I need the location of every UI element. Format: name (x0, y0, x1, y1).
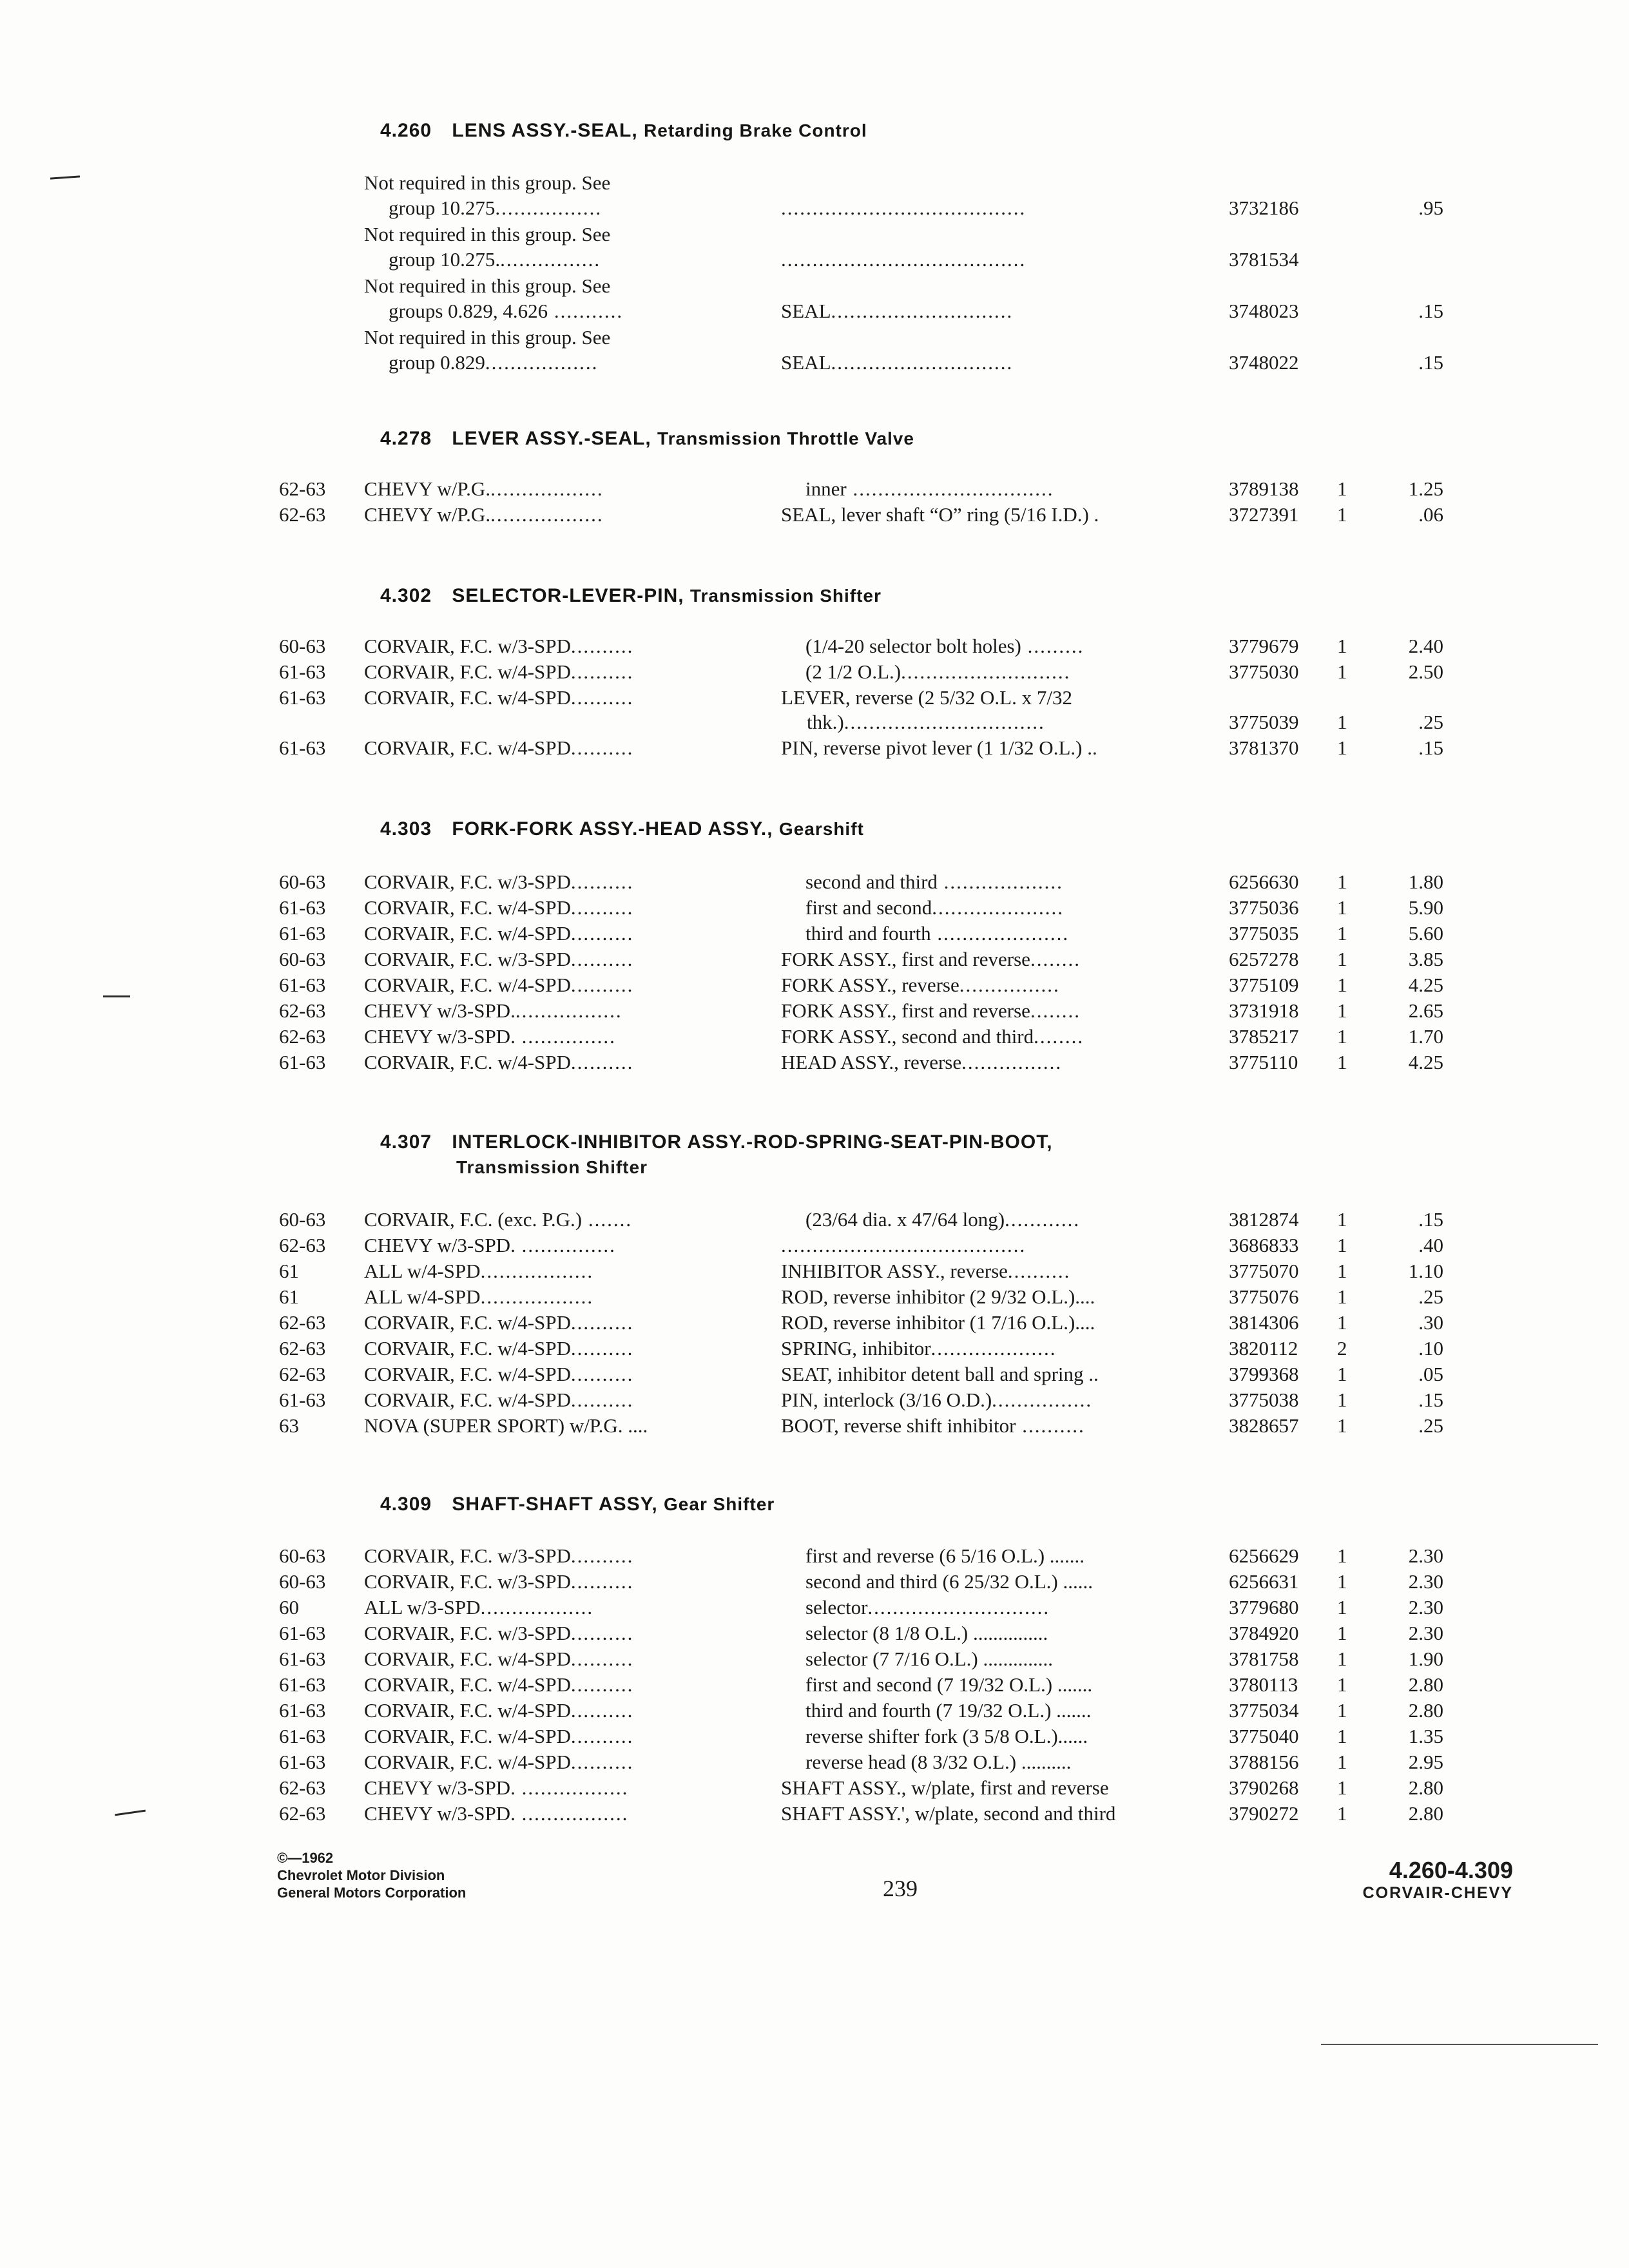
part-number-cell: 3775034 (1229, 1699, 1299, 1722)
description-cell: inner ................................ (805, 477, 1054, 500)
price-cell: .15 (1418, 300, 1443, 322)
price-cell: .05 (1418, 1363, 1443, 1385)
section-heading (380, 585, 882, 607)
year-cell: 61-63 (279, 660, 326, 683)
year-cell: 61-63 (279, 1699, 326, 1722)
parts-table (0, 1207, 1629, 1439)
table-row (0, 1362, 1629, 1388)
price-cell: .15 (1418, 736, 1443, 759)
group-title: SHAFT-SHAFT ASSY, (452, 1494, 658, 1515)
description-cell: (1/4-20 selector bolt holes) ......... (805, 635, 1084, 657)
price-cell: 3.85 (1408, 948, 1443, 970)
description-cell: FORK ASSY., first and reverse........ (781, 948, 1081, 970)
description-cell: SEAT, inhibitor detent ball and spring .. (781, 1363, 1099, 1385)
model-cell: CHEVY w/P.G................... (364, 477, 604, 500)
model-cell: CORVAIR, F.C. w/4-SPD.......... (364, 736, 634, 759)
quantity-cell: 1 (1337, 660, 1347, 683)
table-row (0, 686, 1629, 736)
parts-table (0, 477, 1629, 528)
model-cell: CHEVY w/P.G................... (364, 503, 604, 526)
part-number-cell: 3789138 (1229, 477, 1299, 500)
description-cell: FORK ASSY., second and third........ (781, 1025, 1084, 1048)
price-cell: .15 (1418, 1208, 1443, 1231)
part-number-cell: 3775070 (1229, 1260, 1299, 1282)
part-number-cell: 3820112 (1229, 1337, 1298, 1360)
price-cell: 2.95 (1408, 1751, 1443, 1773)
model-cell: CORVAIR, F.C. w/4-SPD.......... (364, 1389, 634, 1411)
year-cell: 60-63 (279, 870, 326, 893)
vehicle-make: CORVAIR-CHEVY (1362, 1884, 1513, 1902)
quantity-cell: 1 (1337, 999, 1347, 1022)
price-cell: 2.30 (1408, 1544, 1443, 1567)
model-cell: CORVAIR, F.C. w/3-SPD.......... (364, 1544, 634, 1567)
model-cell: CORVAIR, F.C. w/4-SPD.......... (364, 1699, 634, 1722)
part-number-cell: 3790268 (1229, 1776, 1299, 1799)
table-row (0, 1336, 1629, 1362)
quantity-cell: 1 (1337, 1051, 1347, 1073)
description-cell: FORK ASSY., first and reverse........ (781, 999, 1081, 1022)
price-cell: 4.25 (1408, 1051, 1443, 1073)
model-cell: CORVAIR, F.C. w/4-SPD.......... (364, 974, 634, 996)
table-row (0, 1311, 1629, 1336)
part-number-cell: 3775030 (1229, 660, 1299, 683)
table-row (0, 947, 1629, 973)
table-row (0, 1595, 1629, 1621)
price-cell: 2.80 (1408, 1699, 1443, 1722)
model-cell: NOVA (SUPER SPORT) w/P.G. .... (364, 1414, 648, 1437)
description-cell: first and second (7 19/32 O.L.) ....... (805, 1673, 1093, 1696)
quantity-cell: 1 (1337, 1260, 1347, 1282)
group-number: 4.302 (380, 585, 432, 606)
part-number-cell: 3812874 (1229, 1208, 1299, 1231)
price-cell: .25 (1418, 711, 1443, 733)
price-cell: .15 (1418, 1389, 1443, 1411)
parts-table (0, 170, 1629, 376)
table-row (0, 999, 1629, 1024)
year-cell: 62-63 (279, 1311, 326, 1334)
corporation: General Motors Corporation (277, 1885, 467, 1901)
year-cell: 61-63 (279, 974, 326, 996)
divider (1321, 2044, 1598, 2045)
model-cell: Not required in this group. See group 10.275................. (364, 223, 611, 271)
price-cell: .25 (1418, 1285, 1443, 1308)
section-heading (380, 428, 914, 450)
price-cell: 1.70 (1408, 1025, 1443, 1048)
table-row (0, 503, 1629, 528)
model-cell: CORVAIR, F.C. w/4-SPD.......... (364, 1363, 634, 1385)
group-subtitle: Transmission Shifter (456, 1157, 648, 1177)
description-cell: (23/64 dia. x 47/64 long)............ (805, 1208, 1081, 1231)
table-row (0, 1388, 1629, 1414)
model-cell: CORVAIR, F.C. (exc. P.G.) ....... (364, 1208, 633, 1231)
description-cell: FORK ASSY., reverse................ (781, 974, 1060, 996)
quantity-cell: 1 (1337, 1622, 1347, 1644)
model-cell: CORVAIR, F.C. w/3-SPD.......... (364, 1570, 634, 1593)
quantity-cell: 1 (1337, 1025, 1347, 1048)
model-cell: CORVAIR, F.C. w/4-SPD.......... (364, 660, 634, 683)
description-cell: PIN, interlock (3/16 O.D.)................ (781, 1389, 1093, 1411)
model-cell: CORVAIR, F.C. w/3-SPD.......... (364, 1622, 634, 1644)
description-cell: second and third (6 25/32 O.L.) ...... (805, 1570, 1093, 1593)
model-cell: CORVAIR, F.C. w/4-SPD.......... (364, 1673, 634, 1696)
section-heading (380, 818, 864, 840)
part-number-cell: 3781370 (1229, 736, 1299, 759)
table-row (0, 1544, 1629, 1570)
year-cell: 61-63 (279, 1051, 326, 1073)
description-cell: SPRING, inhibitor.................... (781, 1337, 1057, 1360)
section-heading (380, 1494, 775, 1515)
model-cell: CORVAIR, F.C. w/4-SPD.......... (364, 1725, 634, 1747)
table-row (0, 1050, 1629, 1076)
description-cell: reverse head (8 3/32 O.L.) .......... (805, 1751, 1072, 1773)
year-cell: 62-63 (279, 1337, 326, 1360)
page-number: 239 (883, 1876, 918, 1901)
table-row (0, 1776, 1629, 1802)
description-cell: ....................................... (781, 248, 1027, 271)
section-heading (380, 120, 867, 142)
year-cell: 61-63 (279, 686, 326, 709)
description-cell: PIN, reverse pivot lever (1 1/32 O.L.) .. (781, 736, 1097, 759)
part-number-cell: 3732186 (1229, 197, 1299, 219)
model-cell: CORVAIR, F.C. w/4-SPD.......... (364, 896, 634, 919)
group-number: 4.307 (380, 1131, 432, 1153)
model-cell: Not required in this group. See group 10.275................. (364, 171, 611, 219)
table-row (0, 1233, 1629, 1259)
table-row (0, 1414, 1629, 1439)
part-number-cell: 3779679 (1229, 635, 1299, 657)
quantity-cell: 1 (1337, 1544, 1347, 1567)
part-number-cell: 3775038 (1229, 1389, 1299, 1411)
description-cell: ....................................... (781, 1234, 1027, 1256)
description-cell: (2 1/2 O.L.)........................... (805, 660, 1071, 683)
model-cell: Not required in this group. See group 0.829.................. (364, 326, 611, 374)
model-cell: CHEVY w/3-SPD. ................. (364, 1802, 629, 1825)
year-cell: 63 (279, 1414, 299, 1437)
table-row (0, 973, 1629, 999)
part-number-cell: 3775036 (1229, 896, 1299, 919)
part-number-cell: 3748022 (1229, 351, 1299, 374)
year-cell: 61-63 (279, 922, 326, 945)
price-cell: 4.25 (1408, 974, 1443, 996)
year-cell: 60-63 (279, 1570, 326, 1593)
table-row (0, 870, 1629, 896)
model-cell: CHEVY w/3-SPD.................. (364, 999, 622, 1022)
quantity-cell: 1 (1337, 1725, 1347, 1747)
description-cell: INHIBITOR ASSY., reverse.......... (781, 1260, 1071, 1282)
part-number-cell: 3781758 (1229, 1648, 1299, 1670)
quantity-cell: 1 (1337, 1802, 1347, 1825)
description-cell: SEAL............................. (781, 351, 1014, 374)
price-cell: 2.40 (1408, 635, 1443, 657)
description-cell: first and reverse (6 5/16 O.L.) ....... (805, 1544, 1085, 1567)
group-number: 4.303 (380, 818, 432, 840)
part-number-cell: 3780113 (1229, 1673, 1298, 1696)
table-row (0, 1750, 1629, 1776)
part-number-cell: 6256630 (1229, 870, 1299, 893)
price-cell: .10 (1418, 1337, 1443, 1360)
table-row (0, 273, 1629, 325)
part-number-cell: 3775110 (1229, 1051, 1298, 1073)
price-cell: .40 (1418, 1234, 1443, 1256)
quantity-cell: 1 (1337, 711, 1347, 733)
part-number-cell: 3731918 (1229, 999, 1299, 1022)
price-cell: 2.30 (1408, 1596, 1443, 1619)
quantity-cell: 1 (1337, 477, 1347, 500)
price-cell: 2.65 (1408, 999, 1443, 1022)
table-row (0, 1285, 1629, 1311)
table-row (0, 921, 1629, 947)
model-cell: CORVAIR, F.C. w/4-SPD.......... (364, 1648, 634, 1670)
description-cell: first and second..................... (805, 896, 1065, 919)
part-number-cell: 3727391 (1229, 503, 1299, 526)
table-row (0, 170, 1629, 222)
table-row (0, 1570, 1629, 1595)
table-row (0, 1724, 1629, 1750)
year-cell: 61 (279, 1260, 299, 1282)
group-number: 4.278 (380, 428, 432, 449)
group-subtitle: Gearshift (778, 819, 864, 839)
part-number-cell: 3775040 (1229, 1725, 1299, 1747)
description-cell: SHAFT ASSY., w/plate, first and reverse (781, 1776, 1109, 1799)
price-cell: 2.80 (1408, 1673, 1443, 1696)
parts-table (0, 1544, 1629, 1827)
description-cell: LEVER, reverse (2 5/32 O.L. x 7/32 thk.)................................ (781, 686, 1072, 733)
group-number: 4.260 (380, 120, 432, 141)
quantity-cell: 1 (1337, 635, 1347, 657)
year-cell: 60-63 (279, 948, 326, 970)
group-title: INTERLOCK-INHIBITOR ASSY.-ROD-SPRING-SEAT-PIN-BOOT, (452, 1131, 1053, 1153)
table-row (0, 325, 1629, 376)
quantity-cell: 1 (1337, 1699, 1347, 1722)
model-cell: CHEVY w/3-SPD. ............... (364, 1025, 616, 1048)
group-title: SELECTOR-LEVER-PIN, (452, 585, 684, 606)
parts-table (0, 870, 1629, 1076)
description-cell: SEAL, lever shaft “O” ring (5/16 I.D.) . (781, 503, 1099, 526)
description-cell: selector (7 7/16 O.L.) .............. (805, 1648, 1053, 1670)
quantity-cell: 1 (1337, 1389, 1347, 1411)
group-range-block (1363, 1857, 1513, 1903)
copyright: ©—1962 (277, 1850, 334, 1866)
model-cell: CHEVY w/3-SPD. ............... (364, 1234, 616, 1256)
price-cell: 2.80 (1408, 1802, 1443, 1825)
year-cell: 60-63 (279, 1208, 326, 1231)
quantity-cell: 1 (1337, 948, 1347, 970)
group-range: 4.260-4.309 (1389, 1857, 1513, 1883)
year-cell: 61-63 (279, 1648, 326, 1670)
model-cell: ALL w/4-SPD.................. (364, 1285, 594, 1308)
quantity-cell: 1 (1337, 1570, 1347, 1593)
part-number-cell: 3748023 (1229, 300, 1299, 322)
price-cell: .25 (1418, 1414, 1443, 1437)
year-cell: 61-63 (279, 1622, 326, 1644)
quantity-cell: 1 (1337, 1673, 1347, 1696)
part-number-cell: 3799368 (1229, 1363, 1299, 1385)
table-row (0, 1621, 1629, 1647)
description-cell: SHAFT ASSY.', w/plate, second and third (781, 1802, 1116, 1825)
group-title: LEVER ASSY.-SEAL, (452, 428, 651, 449)
model-cell: CORVAIR, F.C. w/4-SPD.......... (364, 686, 634, 709)
price-cell: 1.25 (1408, 477, 1443, 500)
model-cell: CORVAIR, F.C. w/4-SPD.......... (364, 1051, 634, 1073)
price-cell: 5.60 (1408, 922, 1443, 945)
model-cell: CORVAIR, F.C. w/3-SPD.......... (364, 948, 634, 970)
table-row (0, 1802, 1629, 1827)
description-cell: HEAD ASSY., reverse................ (781, 1051, 1063, 1073)
publisher-block (277, 1849, 466, 1901)
part-number-cell: 3790272 (1229, 1802, 1299, 1825)
year-cell: 62-63 (279, 1234, 326, 1256)
model-cell: ALL w/4-SPD.................. (364, 1260, 594, 1282)
table-row (0, 896, 1629, 921)
model-cell: CORVAIR, F.C. w/3-SPD.......... (364, 870, 634, 893)
description-cell: third and fourth ..................... (805, 922, 1070, 945)
price-cell: .30 (1418, 1311, 1443, 1334)
part-number-cell: 3784920 (1229, 1622, 1299, 1644)
description-cell: BOOT, reverse shift inhibitor .......... (781, 1414, 1085, 1437)
model-cell: CORVAIR, F.C. w/4-SPD.......... (364, 922, 634, 945)
division: Chevrolet Motor Division (277, 1867, 445, 1883)
table-row (0, 1647, 1629, 1673)
table-row (0, 1259, 1629, 1285)
part-number-cell: 3785217 (1229, 1025, 1299, 1048)
quantity-cell: 1 (1337, 1285, 1347, 1308)
table-row (0, 1024, 1629, 1050)
quantity-cell: 1 (1337, 974, 1347, 996)
description-cell: third and fourth (7 19/32 O.L.) ....... (805, 1699, 1092, 1722)
description-cell: reverse shifter fork (3 5/8 O.L.)...... (805, 1725, 1088, 1747)
price-cell: 5.90 (1408, 896, 1443, 919)
description-cell: selector............................. (805, 1596, 1050, 1619)
year-cell: 62-63 (279, 1025, 326, 1048)
description-cell: selector (8 1/8 O.L.) ............... (805, 1622, 1048, 1644)
quantity-cell: 1 (1337, 1311, 1347, 1334)
table-row (0, 1698, 1629, 1724)
model-cell: CHEVY w/3-SPD. ................. (364, 1776, 629, 1799)
table-row (0, 736, 1629, 762)
year-cell: 61-63 (279, 736, 326, 759)
part-number-cell: 3781534 (1229, 248, 1299, 271)
quantity-cell: 1 (1337, 1776, 1347, 1799)
table-row (0, 222, 1629, 273)
part-number-cell: 3814306 (1229, 1311, 1299, 1334)
year-cell: 62-63 (279, 477, 326, 500)
description-cell: ROD, reverse inhibitor (2 9/32 O.L.).... (781, 1285, 1095, 1308)
table-row (0, 660, 1629, 686)
quantity-cell: 1 (1337, 1234, 1347, 1256)
part-number-cell: 3828657 (1229, 1414, 1299, 1437)
part-number-cell: 6256631 (1229, 1570, 1299, 1593)
description-cell: ROD, reverse inhibitor (1 7/16 O.L.).... (781, 1311, 1095, 1334)
part-number-cell: 3775109 (1229, 974, 1299, 996)
price-cell: .15 (1418, 351, 1443, 374)
price-cell: 2.30 (1408, 1622, 1443, 1644)
part-number-cell: 3775035 (1229, 922, 1299, 945)
group-subtitle: Gear Shifter (664, 1494, 775, 1514)
quantity-cell: 1 (1337, 736, 1347, 759)
part-number-cell: 3788156 (1229, 1751, 1299, 1773)
group-title: LENS ASSY.-SEAL, (452, 120, 638, 141)
model-cell: CORVAIR, F.C. w/4-SPD.......... (364, 1311, 634, 1334)
price-cell: .06 (1418, 503, 1443, 526)
table-row (0, 634, 1629, 660)
description-cell: SEAL............................. (781, 300, 1014, 322)
table-row (0, 1207, 1629, 1233)
price-cell: .95 (1418, 197, 1443, 219)
group-subtitle: Retarding Brake Control (644, 120, 867, 140)
year-cell: 62-63 (279, 999, 326, 1022)
price-cell: 1.35 (1408, 1725, 1443, 1747)
year-cell: 60-63 (279, 1544, 326, 1567)
price-cell: 1.80 (1408, 870, 1443, 893)
model-cell: Not required in this group. See groups 0.829, 4.626 ........... (364, 274, 624, 322)
price-cell: 2.50 (1408, 660, 1443, 683)
quantity-cell: 1 (1337, 1596, 1347, 1619)
description-cell: second and third ................... (805, 870, 1063, 893)
group-number: 4.309 (380, 1494, 432, 1515)
part-number-cell: 6256629 (1229, 1544, 1299, 1567)
year-cell: 62-63 (279, 1363, 326, 1385)
section-heading (380, 1131, 1053, 1153)
part-number-cell: 6257278 (1229, 948, 1299, 970)
description-cell: ....................................... (781, 197, 1027, 219)
quantity-cell: 1 (1337, 1751, 1347, 1773)
year-cell: 62-63 (279, 503, 326, 526)
price-cell: 2.30 (1408, 1570, 1443, 1593)
year-cell: 61-63 (279, 1751, 326, 1773)
year-cell: 60-63 (279, 635, 326, 657)
year-cell: 62-63 (279, 1802, 326, 1825)
part-number-cell: 3686833 (1229, 1234, 1299, 1256)
quantity-cell: 1 (1337, 503, 1347, 526)
price-cell: 2.80 (1408, 1776, 1443, 1799)
year-cell: 61-63 (279, 1673, 326, 1696)
model-cell: ALL w/3-SPD.................. (364, 1596, 594, 1619)
year-cell: 61-63 (279, 1725, 326, 1747)
quantity-cell: 1 (1337, 1363, 1347, 1385)
year-cell: 61-63 (279, 896, 326, 919)
year-cell: 61-63 (279, 1389, 326, 1411)
quantity-cell: 1 (1337, 1648, 1347, 1670)
group-title: FORK-FORK ASSY.-HEAD ASSY., (452, 818, 773, 840)
year-cell: 62-63 (279, 1776, 326, 1799)
quantity-cell: 1 (1337, 870, 1347, 893)
group-subtitle: Transmission Shifter (689, 586, 882, 606)
part-number-cell: 3775076 (1229, 1285, 1299, 1308)
quantity-cell: 1 (1337, 896, 1347, 919)
model-cell: CORVAIR, F.C. w/3-SPD.......... (364, 635, 634, 657)
year-cell: 61 (279, 1285, 299, 1308)
quantity-cell: 1 (1337, 1208, 1347, 1231)
model-cell: CORVAIR, F.C. w/4-SPD.......... (364, 1751, 634, 1773)
group-subtitle: Transmission Throttle Valve (657, 428, 914, 448)
table-row (0, 1673, 1629, 1698)
price-cell: 1.10 (1408, 1260, 1443, 1282)
quantity-cell: 2 (1337, 1337, 1347, 1360)
price-cell: 1.90 (1408, 1648, 1443, 1670)
quantity-cell: 1 (1337, 922, 1347, 945)
parts-table (0, 634, 1629, 762)
table-row (0, 477, 1629, 503)
part-number-cell: 3779680 (1229, 1596, 1299, 1619)
model-cell: CORVAIR, F.C. w/4-SPD.......... (364, 1337, 634, 1360)
part-number-cell: 3775039 (1229, 711, 1299, 733)
year-cell: 60 (279, 1596, 299, 1619)
quantity-cell: 1 (1337, 1414, 1347, 1437)
